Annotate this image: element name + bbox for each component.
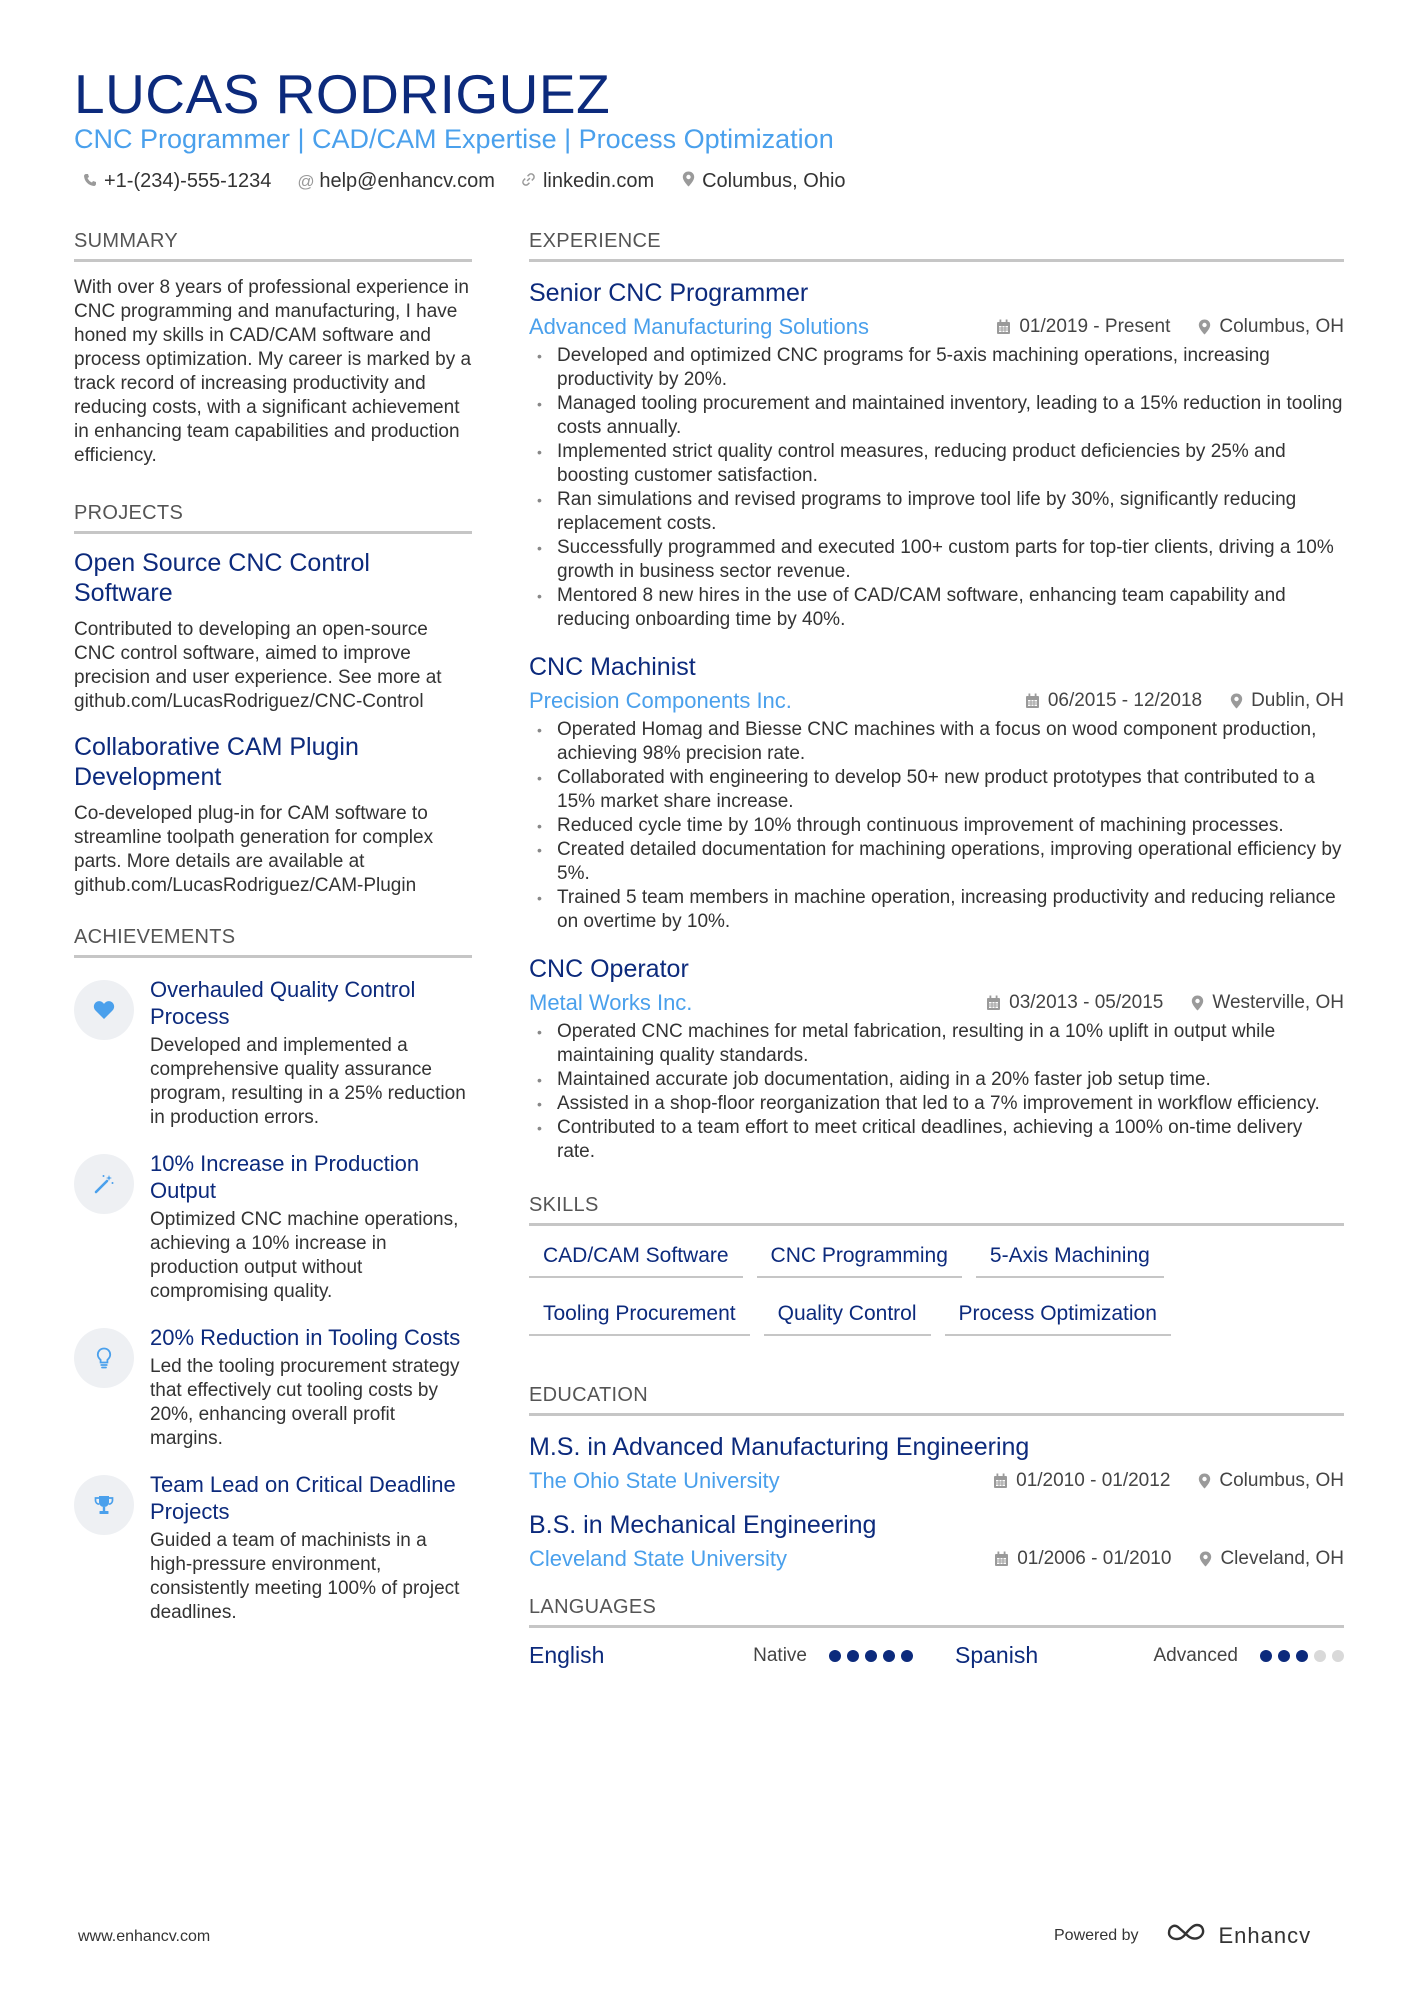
- skill-tag: CAD/CAM Software: [529, 1240, 743, 1278]
- achievement-item: [74, 1150, 472, 1304]
- bullet: • Contributed to a team effort to meet critical deadlines, achieving a 100% on-time delivery rate.: [529, 1116, 1344, 1164]
- education-location: Columbus, OH: [1219, 1470, 1344, 1491]
- achievement-text: Guided a team of machinists in a high-pressure environment, consistently meeting 100% of project deadlines.: [150, 1530, 460, 1623]
- job-bullets: [529, 1020, 1344, 1164]
- language-name: Spanish: [955, 1642, 1039, 1668]
- job-location: Columbus, OH: [1219, 316, 1344, 337]
- bullet: • Maintained accurate job documentation, aiding in a 20% faster job setup time.: [529, 1068, 1344, 1092]
- company-name: Metal Works Inc.: [529, 990, 693, 1015]
- degree-title: B.S. in Mechanical Engineering: [529, 1511, 877, 1539]
- link-icon: [521, 172, 537, 192]
- experience-heading: EXPERIENCE: [529, 230, 1344, 262]
- school-name: The Ohio State University: [529, 1468, 780, 1493]
- bullet: • Managed tooling procurement and maintained inventory, leading to a 15% reduction in tooling costs annually.: [529, 392, 1344, 440]
- enhancv-logo-icon: [1165, 1920, 1211, 1951]
- company-name: Advanced Manufacturing Solutions: [529, 314, 869, 339]
- lightbulb-icon: [74, 1328, 134, 1388]
- language-name: English: [529, 1642, 605, 1668]
- location-icon: [1191, 995, 1204, 1011]
- job-bullets: [529, 718, 1344, 934]
- powered-by-text: Powered by: [1054, 1926, 1139, 1944]
- magic-wand-icon: [74, 1154, 134, 1214]
- contact-bar: [82, 170, 872, 193]
- location-icon: [1199, 1551, 1212, 1567]
- bullet: • Reduced cycle time by 10% through continuous improvement of machining processes.: [529, 814, 1344, 838]
- achievement-title: Team Lead on Critical Deadline Projects: [150, 1472, 456, 1524]
- footer-branding: [1054, 1920, 1311, 1951]
- language-rating: [823, 1650, 913, 1662]
- rating-dot-filled: [829, 1650, 841, 1662]
- project-item: [74, 548, 472, 714]
- education-dates: 01/2010 - 01/2012: [1016, 1470, 1171, 1491]
- bullet: • Developed and optimized CNC programs for 5-axis machining operations, increasing productivity by 20%.: [529, 344, 1344, 392]
- achievement-item: [74, 1471, 472, 1625]
- experience-section: [529, 230, 1344, 1164]
- contact-location: [680, 170, 845, 193]
- project-item: [74, 732, 472, 898]
- location-icon: [1198, 319, 1211, 335]
- achievement-text: Optimized CNC machine operations, achieving a 10% increase in production output without compromising quality.: [150, 1209, 459, 1302]
- skills-section: [529, 1194, 1344, 1356]
- job-entry: [529, 652, 1344, 934]
- bullet: • Created detailed documentation for machining operations, improving operational efficiency by 5%.: [529, 838, 1344, 886]
- education-entry: [529, 1432, 1344, 1494]
- language-item: [955, 1642, 1344, 1669]
- job-location: Westerville, OH: [1212, 992, 1344, 1013]
- language-rating: [1254, 1650, 1344, 1662]
- summary-heading: SUMMARY: [74, 230, 472, 262]
- job-title: Senior CNC Programmer: [529, 279, 809, 307]
- contact-linkedin[interactable]: [521, 170, 654, 193]
- bullet: • Operated CNC machines for metal fabrication, resulting in a 10% uplift in output while maintaining quality standards.: [529, 1020, 1344, 1068]
- location-text: Columbus, Ohio: [702, 170, 846, 192]
- job-dates: 06/2015 - 12/2018: [1047, 690, 1203, 711]
- job-dates: 01/2019 - Present: [1019, 316, 1171, 337]
- rating-dot-filled: [865, 1650, 877, 1662]
- bullet: • Successfully programmed and executed 100+ custom parts for top-tier clients, driving a 10% growth in business sector revenue.: [529, 536, 1344, 584]
- job-entry: [529, 278, 1344, 632]
- achievements-heading: ACHIEVEMENTS: [74, 926, 472, 958]
- education-dates: 01/2006 - 01/2010: [1017, 1548, 1172, 1569]
- education-entry: [529, 1510, 1344, 1572]
- education-location: Cleveland, OH: [1220, 1548, 1344, 1569]
- bullet: • Trained 5 team members in machine operation, increasing productivity and reducing reliance on overtime by 10%.: [529, 886, 1344, 934]
- achievements-section: [74, 926, 472, 1625]
- summary-text: With over 8 years of professional experience in CNC programming and manufacturing, I have honed my skills in CAD/CAM software and process optimization. My career is marked by a track record of increasing productivity and reducing costs, with a significant achievement in enhancing team capabilities and production efficiency.: [74, 277, 472, 466]
- rating-dot-empty: [1314, 1650, 1326, 1662]
- summary-section: [74, 230, 472, 468]
- bullet: • Implemented strict quality control measures, reducing product deficiencies by 25% and boosting customer satisfaction.: [529, 440, 1344, 488]
- achievement-text: Led the tooling procurement strategy that effectively cut tooling costs by 20%, enhancing overall profit margins.: [150, 1356, 460, 1449]
- location-icon: [680, 171, 696, 192]
- trophy-icon: [74, 1475, 134, 1535]
- calendar-icon: [993, 1473, 1008, 1489]
- job-bullets: [529, 344, 1344, 632]
- language-level: Native: [753, 1644, 807, 1666]
- brand-name: Enhancv: [1218, 1922, 1312, 1948]
- school-name: Cleveland State University: [529, 1546, 788, 1571]
- candidate-name: LUCAS RODRIGUEZ: [74, 63, 611, 125]
- skill-tag: Process Optimization: [945, 1298, 1171, 1336]
- contact-email[interactable]: [297, 170, 495, 193]
- rating-dot-filled: [901, 1650, 913, 1662]
- achievement-title: 10% Increase in Production Output: [150, 1151, 420, 1203]
- calendar-icon: [986, 995, 1001, 1011]
- education-heading: EDUCATION: [529, 1384, 1344, 1416]
- linkedin-text: linkedin.com: [542, 170, 655, 192]
- language-level: Advanced: [1153, 1644, 1238, 1666]
- project-title: Open Source CNC Control Software: [74, 549, 370, 607]
- location-icon: [1230, 693, 1243, 709]
- bullet: • Ran simulations and revised programs to improve tool life by 30%, significantly reducing replacement costs.: [529, 488, 1344, 536]
- calendar-icon: [996, 319, 1011, 335]
- calendar-icon: [994, 1551, 1009, 1567]
- heart-icon: [74, 980, 134, 1040]
- left-column: [74, 230, 472, 1645]
- job-dates: 03/2013 - 05/2015: [1009, 992, 1164, 1013]
- skill-tag: 5-Axis Machining: [976, 1240, 1164, 1278]
- languages-section: [529, 1596, 1344, 1669]
- skills-list: [529, 1240, 1344, 1356]
- project-description: Contributed to developing an open-source CNC control software, aimed to improve precision and user experience. See more at github.com/LucasRodriguez/CNC-Control: [74, 619, 442, 712]
- projects-section: [74, 502, 472, 898]
- bullet: • Mentored 8 new hires in the use of CAD/CAM software, enhancing team capability and reducing onboarding time by 40%.: [529, 584, 1344, 632]
- languages-list: [529, 1642, 1344, 1669]
- skills-heading: SKILLS: [529, 1194, 1344, 1226]
- contact-phone[interactable]: [82, 170, 271, 193]
- achievement-title: 20% Reduction in Tooling Costs: [150, 1325, 461, 1350]
- bullet: • Operated Homag and Biesse CNC machines with a focus on wood component production, achieving 98% precision rate.: [529, 718, 1344, 766]
- rating-dot-filled: [1278, 1650, 1290, 1662]
- company-name: Precision Components Inc.: [529, 688, 792, 713]
- headline: CNC Programmer | CAD/CAM Expertise | Process Optimization: [74, 124, 834, 154]
- bullet: • Assisted in a shop-floor reorganization that led to a 7% improvement in workflow efficiency.: [529, 1092, 1344, 1116]
- phone-text: +1-(234)-555-1234: [104, 170, 272, 192]
- rating-dot-filled: [847, 1650, 859, 1662]
- job-title: CNC Operator: [529, 955, 689, 983]
- rating-dot-empty: [1332, 1650, 1344, 1662]
- skill-tag: Quality Control: [764, 1298, 931, 1336]
- achievement-title: Overhauled Quality Control Process: [150, 977, 416, 1029]
- degree-title: M.S. in Advanced Manufacturing Engineering: [529, 1433, 1030, 1461]
- job-entry: [529, 954, 1344, 1164]
- projects-heading: PROJECTS: [74, 502, 472, 534]
- rating-dot-filled: [1260, 1650, 1272, 1662]
- bullet: • Collaborated with engineering to develop 50+ new product prototypes that contributed to a 15% market share increase.: [529, 766, 1344, 814]
- rating-dot-filled: [1296, 1650, 1308, 1662]
- achievement-item: [74, 1324, 472, 1451]
- footer-website[interactable]: www.enhancv.com: [78, 1928, 211, 1945]
- email-text: help@enhancv.com: [319, 170, 495, 192]
- achievement-item: [74, 976, 472, 1130]
- calendar-icon: [1025, 693, 1040, 709]
- skill-tag: Tooling Procurement: [529, 1298, 750, 1336]
- phone-icon: [82, 172, 98, 192]
- language-item: [529, 1642, 913, 1669]
- at-icon: @: [297, 171, 315, 191]
- rating-dot-filled: [883, 1650, 895, 1662]
- right-column: [529, 230, 1344, 1669]
- education-section: [529, 1384, 1344, 1572]
- job-title: CNC Machinist: [529, 653, 696, 681]
- project-title: Collaborative CAM Plugin Development: [74, 733, 359, 791]
- job-location: Dublin, OH: [1251, 690, 1344, 711]
- skill-tag: CNC Programming: [757, 1240, 962, 1278]
- project-description: Co-developed plug-in for CAM software to streamline toolpath generation for complex parts. More details are available at github.com/LucasRodriguez/CAM-Plugin: [74, 803, 434, 896]
- achievement-text: Developed and implemented a comprehensive quality assurance program, resulting in a 25% reduction in production errors.: [150, 1035, 466, 1128]
- languages-heading: LANGUAGES: [529, 1596, 1344, 1628]
- location-icon: [1198, 1473, 1211, 1489]
